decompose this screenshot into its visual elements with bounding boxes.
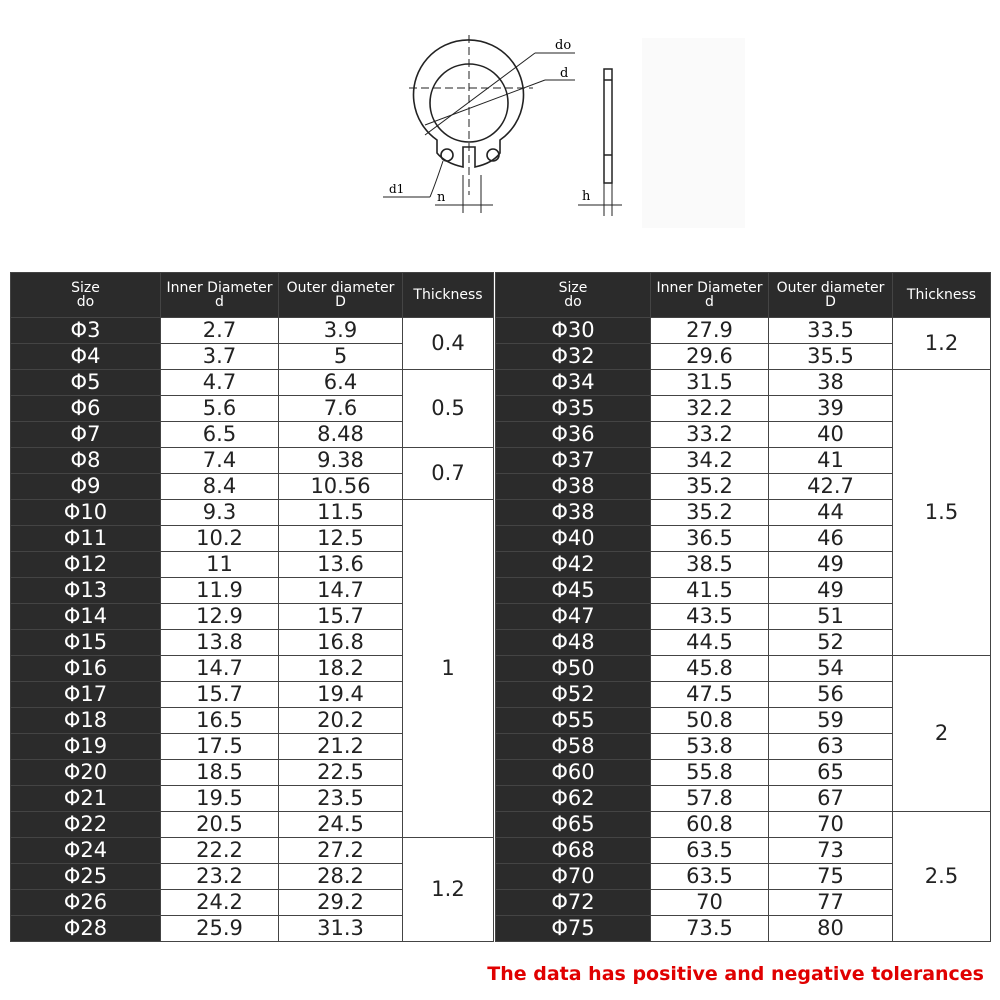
- outer-diameter-cell: 42.7: [769, 474, 893, 500]
- thickness-view: [570, 60, 630, 220]
- outer-diameter-cell: 46: [769, 526, 893, 552]
- size-cell: Φ19: [11, 734, 161, 760]
- size-table-left: [10, 272, 494, 942]
- inner-diameter-cell: 57.8: [651, 786, 769, 812]
- thickness-cell: 1.2: [403, 838, 494, 942]
- inner-diameter-cell: 20.5: [161, 812, 279, 838]
- outer-diameter-cell: 75: [769, 864, 893, 890]
- label-d1: d1: [389, 182, 405, 196]
- outer-diameter-cell: 21.2: [279, 734, 403, 760]
- inner-diameter-cell: 7.4: [161, 448, 279, 474]
- inner-diameter-cell: 63.5: [651, 864, 769, 890]
- inner-diameter-cell: 23.2: [161, 864, 279, 890]
- outer-diameter-cell: 24.5: [279, 812, 403, 838]
- size-cell: Φ28: [11, 916, 161, 942]
- outer-diameter-cell: 44: [769, 500, 893, 526]
- size-cell: Φ45: [496, 578, 651, 604]
- outer-diameter-cell: 27.2: [279, 838, 403, 864]
- size-cell: Φ17: [11, 682, 161, 708]
- outer-diameter-cell: 49: [769, 552, 893, 578]
- outer-diameter-cell: 38: [769, 370, 893, 396]
- inner-diameter-cell: 55.8: [651, 760, 769, 786]
- circlip-side-view: [642, 38, 745, 228]
- inner-diameter-cell: 10.2: [161, 526, 279, 552]
- size-cell: Φ34: [496, 370, 651, 396]
- outer-diameter-cell: 77: [769, 890, 893, 916]
- thickness-cell: 1: [403, 500, 494, 838]
- table-row: [11, 838, 494, 864]
- size-cell: Φ18: [11, 708, 161, 734]
- header-inner-diameter: Inner Diameter d: [161, 273, 279, 318]
- inner-diameter-cell: 8.4: [161, 474, 279, 500]
- outer-diameter-cell: 31.3: [279, 916, 403, 942]
- label-do: do: [555, 38, 572, 53]
- size-cell: Φ13: [11, 578, 161, 604]
- size-table-right: [495, 272, 991, 942]
- outer-diameter-cell: 3.9: [279, 318, 403, 344]
- size-cell: Φ52: [496, 682, 651, 708]
- table-row: [11, 500, 494, 526]
- table-row: [11, 370, 494, 396]
- size-cell: Φ16: [11, 656, 161, 682]
- outer-diameter-cell: 15.7: [279, 604, 403, 630]
- outer-diameter-cell: 9.38: [279, 448, 403, 474]
- header-outer-diameter: Outer diameter D: [769, 273, 893, 318]
- outer-diameter-cell: 23.5: [279, 786, 403, 812]
- outer-diameter-cell: 40: [769, 422, 893, 448]
- inner-diameter-cell: 17.5: [161, 734, 279, 760]
- outer-diameter-cell: 54: [769, 656, 893, 682]
- header-outer-diameter: Outer diameter D: [279, 273, 403, 318]
- table-row: [496, 656, 991, 682]
- size-cell: Φ37: [496, 448, 651, 474]
- tolerance-note: The data has positive and negative tolerances: [487, 963, 984, 985]
- header-size: Size do: [11, 273, 161, 318]
- inner-diameter-cell: 4.7: [161, 370, 279, 396]
- size-cell: Φ14: [11, 604, 161, 630]
- inner-diameter-cell: 63.5: [651, 838, 769, 864]
- header-thickness: Thickness: [403, 273, 494, 318]
- size-cell: Φ7: [11, 422, 161, 448]
- size-cell: Φ8: [11, 448, 161, 474]
- inner-diameter-cell: 24.2: [161, 890, 279, 916]
- size-cell: Φ25: [11, 864, 161, 890]
- inner-diameter-cell: 31.5: [651, 370, 769, 396]
- size-cell: Φ48: [496, 630, 651, 656]
- inner-diameter-cell: 73.5: [651, 916, 769, 942]
- table-row: [11, 448, 494, 474]
- inner-diameter-cell: 53.8: [651, 734, 769, 760]
- outer-diameter-cell: 51: [769, 604, 893, 630]
- size-cell: Φ40: [496, 526, 651, 552]
- outer-diameter-cell: 19.4: [279, 682, 403, 708]
- size-cell: Φ11: [11, 526, 161, 552]
- outer-diameter-cell: 41: [769, 448, 893, 474]
- outer-diameter-cell: 29.2: [279, 890, 403, 916]
- table-row: [496, 318, 991, 344]
- size-cell: Φ21: [11, 786, 161, 812]
- inner-diameter-cell: 2.7: [161, 318, 279, 344]
- size-cell: Φ3: [11, 318, 161, 344]
- size-cell: Φ6: [11, 396, 161, 422]
- outer-diameter-cell: 5: [279, 344, 403, 370]
- size-cell: Φ65: [496, 812, 651, 838]
- inner-diameter-cell: 5.6: [161, 396, 279, 422]
- thickness-cell: 0.4: [403, 318, 494, 370]
- size-cell: Φ9: [11, 474, 161, 500]
- size-cell: Φ62: [496, 786, 651, 812]
- inner-diameter-cell: 35.2: [651, 500, 769, 526]
- outer-diameter-cell: 20.2: [279, 708, 403, 734]
- inner-diameter-cell: 35.2: [651, 474, 769, 500]
- inner-diameter-cell: 11: [161, 552, 279, 578]
- outer-diameter-cell: 11.5: [279, 500, 403, 526]
- inner-diameter-cell: 27.9: [651, 318, 769, 344]
- table-row: [11, 318, 494, 344]
- size-cell: Φ35: [496, 396, 651, 422]
- size-cell: Φ36: [496, 422, 651, 448]
- size-cell: Φ24: [11, 838, 161, 864]
- size-cell: Φ58: [496, 734, 651, 760]
- size-cell: Φ5: [11, 370, 161, 396]
- size-cell: Φ60: [496, 760, 651, 786]
- inner-diameter-cell: 45.8: [651, 656, 769, 682]
- outer-diameter-cell: 35.5: [769, 344, 893, 370]
- size-cell: Φ55: [496, 708, 651, 734]
- size-cell: Φ20: [11, 760, 161, 786]
- size-cell: Φ70: [496, 864, 651, 890]
- size-cell: Φ72: [496, 890, 651, 916]
- inner-diameter-cell: 33.2: [651, 422, 769, 448]
- outer-diameter-cell: 70: [769, 812, 893, 838]
- outer-diameter-cell: 73: [769, 838, 893, 864]
- inner-diameter-cell: 15.7: [161, 682, 279, 708]
- inner-diameter-cell: 16.5: [161, 708, 279, 734]
- inner-diameter-cell: 14.7: [161, 656, 279, 682]
- outer-diameter-cell: 13.6: [279, 552, 403, 578]
- inner-diameter-cell: 36.5: [651, 526, 769, 552]
- inner-diameter-cell: 47.5: [651, 682, 769, 708]
- outer-diameter-cell: 7.6: [279, 396, 403, 422]
- outer-diameter-cell: 28.2: [279, 864, 403, 890]
- size-cell: Φ4: [11, 344, 161, 370]
- inner-diameter-cell: 29.6: [651, 344, 769, 370]
- inner-diameter-cell: 32.2: [651, 396, 769, 422]
- inner-diameter-cell: 43.5: [651, 604, 769, 630]
- outer-diameter-cell: 52: [769, 630, 893, 656]
- header-thickness: Thickness: [893, 273, 991, 318]
- outer-diameter-cell: 49: [769, 578, 893, 604]
- size-cell: Φ75: [496, 916, 651, 942]
- label-h: h: [582, 189, 591, 204]
- inner-diameter-cell: 11.9: [161, 578, 279, 604]
- size-cell: Φ38: [496, 500, 651, 526]
- size-cell: Φ32: [496, 344, 651, 370]
- table-row: [496, 370, 991, 396]
- outer-diameter-cell: 80: [769, 916, 893, 942]
- size-cell: Φ10: [11, 500, 161, 526]
- outer-diameter-cell: 10.56: [279, 474, 403, 500]
- inner-diameter-cell: 19.5: [161, 786, 279, 812]
- outer-diameter-cell: 16.8: [279, 630, 403, 656]
- inner-diameter-cell: 50.8: [651, 708, 769, 734]
- label-d: d: [560, 66, 569, 81]
- outer-diameter-cell: 12.5: [279, 526, 403, 552]
- outer-diameter-cell: 8.48: [279, 422, 403, 448]
- outer-diameter-cell: 67: [769, 786, 893, 812]
- outer-diameter-cell: 6.4: [279, 370, 403, 396]
- inner-diameter-cell: 41.5: [651, 578, 769, 604]
- size-cell: Φ38: [496, 474, 651, 500]
- thickness-cell: 0.7: [403, 448, 494, 500]
- header-inner-diameter: Inner Diameter d: [651, 273, 769, 318]
- outer-diameter-cell: 59: [769, 708, 893, 734]
- label-n: n: [437, 190, 446, 205]
- size-cell: Φ42: [496, 552, 651, 578]
- inner-diameter-cell: 6.5: [161, 422, 279, 448]
- size-cell: Φ68: [496, 838, 651, 864]
- header-size: Size do: [496, 273, 651, 318]
- size-cell: Φ22: [11, 812, 161, 838]
- size-cell: Φ30: [496, 318, 651, 344]
- outer-diameter-cell: 56: [769, 682, 893, 708]
- outer-diameter-cell: 18.2: [279, 656, 403, 682]
- outer-diameter-cell: 39: [769, 396, 893, 422]
- outer-diameter-cell: 63: [769, 734, 893, 760]
- size-cell: Φ47: [496, 604, 651, 630]
- inner-diameter-cell: 25.9: [161, 916, 279, 942]
- thickness-cell: 2: [893, 656, 991, 812]
- inner-diameter-cell: 22.2: [161, 838, 279, 864]
- inner-diameter-cell: 13.8: [161, 630, 279, 656]
- inner-diameter-cell: 34.2: [651, 448, 769, 474]
- inner-diameter-cell: 3.7: [161, 344, 279, 370]
- inner-diameter-cell: 60.8: [651, 812, 769, 838]
- thickness-cell: 2.5: [893, 812, 991, 942]
- inner-diameter-cell: 9.3: [161, 500, 279, 526]
- thickness-cell: 1.2: [893, 318, 991, 370]
- inner-diameter-cell: 18.5: [161, 760, 279, 786]
- inner-diameter-cell: 12.9: [161, 604, 279, 630]
- outer-diameter-cell: 14.7: [279, 578, 403, 604]
- thickness-cell: 1.5: [893, 370, 991, 656]
- outer-diameter-cell: 22.5: [279, 760, 403, 786]
- size-cell: Φ12: [11, 552, 161, 578]
- size-cell: Φ50: [496, 656, 651, 682]
- table-row: [496, 812, 991, 838]
- size-cell: Φ26: [11, 890, 161, 916]
- size-cell: Φ15: [11, 630, 161, 656]
- inner-diameter-cell: 38.5: [651, 552, 769, 578]
- outer-diameter-cell: 65: [769, 760, 893, 786]
- inner-diameter-cell: 70: [651, 890, 769, 916]
- inner-diameter-cell: 44.5: [651, 630, 769, 656]
- thickness-cell: 0.5: [403, 370, 494, 448]
- outer-diameter-cell: 33.5: [769, 318, 893, 344]
